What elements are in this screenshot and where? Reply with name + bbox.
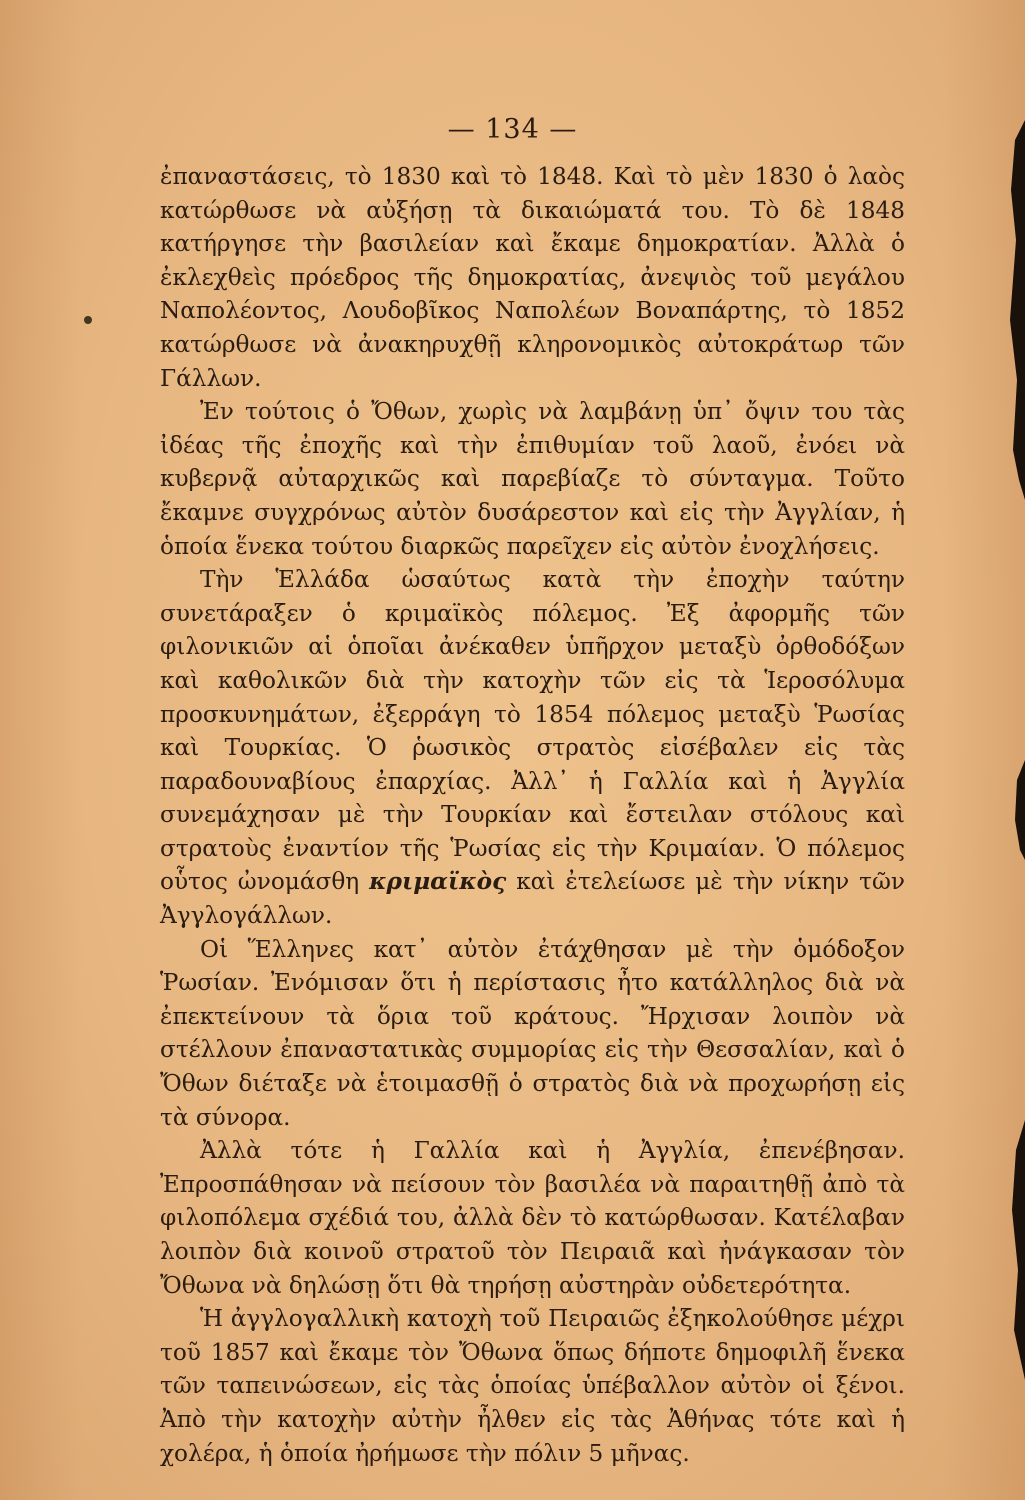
paragraph-4: Οἱ Ἕλληνες κατ᾿ αὐτὸν ἐτάχθησαν μὲ τὴν ὁμόδοξον Ῥωσίαν. Ἐνόμισαν ὅτι ἡ περίστασις ἦτο κατάλληλος διὰ νὰ ἐπεκτείνουν τὰ ὅρια τοῦ κράτους. Ἤρχισαν λοιπὸν νὰ στέλλουν ἐπαναστατικὰς συμμορίας εἰς τὴν Θεσσαλίαν, καὶ ὁ Ὄθων διέταξε νὰ ἑτοιμασθῇ ὁ στρατὸς διὰ νὰ προχωρήσῃ εἰς τὰ σύνορα.	[160, 935, 905, 1131]
margin-mark	[84, 316, 92, 324]
body-text	[160, 160, 905, 1470]
paragraph-1: ἐπαναστάσεις, τὸ 1830 καὶ τὸ 1848. Καὶ τὸ μὲν 1830 ὁ λαὸς κατώρθωσε νὰ αὐξήσῃ τὰ δικαιώματά του. Τὸ δὲ 1848 κατήργησε τὴν βασιλείαν καὶ ἔκαμε δημοκρατίαν. Ἀλλὰ ὁ ἐκλεχθεὶς πρόεδρος τῆς δημοκρατίας, ἀνεψιὸς τοῦ μεγάλου Ναπολέοντος, Λουδοβῖκος Ναπολέων Βοναπάρτης, τὸ 1852 κατώρθωσε νὰ ἀνακηρυχθῇ κληρονομικὸς αὐτοκράτωρ τῶν Γάλλων.	[160, 163, 905, 392]
paragraph-3-text-after: καὶ ἐτελείωσε μὲ τὴν νίκην τῶν Ἀγγλογάλλων.	[160, 868, 905, 930]
paragraph-5: Ἀλλὰ τότε ἡ Γαλλία καὶ ἡ Ἀγγλία, ἐπενέβησαν. Ἐπροσπάθησαν νὰ πείσουν τὸν βασιλέα νὰ παραιτηθῇ ἀπὸ τὰ φιλοπόλεμα σχέδιά του, ἀλλὰ δὲν τὸ κατώρθωσαν. Κατέλαβαν λοιπὸν διὰ κοινοῦ στρατοῦ τὸν Πειραιᾶ καὶ ἠνάγκασαν τὸν Ὄθωνα νὰ δηλώσῃ ὅτι θὰ τηρήσῃ αὐστηρὰν οὐδετερότητα.	[160, 1137, 905, 1299]
paragraph-2: Ἐν τούτοις ὁ Ὄθων, χωρὶς νὰ λαμβάνῃ ὑπ᾿ ὄψιν του τὰς ἰδέας τῆς ἐποχῆς καὶ τὴν ἐπιθυμίαν τοῦ λαοῦ, ἐνόει νὰ κυβερνᾷ αὐταρχικῶς καὶ παρεβίαζε τὸ σύνταγμα. Τοῦτο ἔκαμνε συγχρόνως αὐτὸν δυσάρεστον καὶ εἰς τὴν Ἀγγλίαν, ἡ ὁποία ἕνεκα τούτου διαρκῶς παρεῖχεν εἰς αὐτὸν ἐνοχλήσεις.	[160, 398, 905, 560]
torn-page-edge	[1007, 120, 1025, 1380]
paragraph-6: Ἡ ἀγγλογαλλικὴ κατοχὴ τοῦ Πειραιῶς ἐξηκολούθησε μέχρι τοῦ 1857 καὶ ἔκαμε τὸν Ὄθωνα ὅπως δήποτε δημοφιλῆ ἕνεκα τῶν ταπεινώσεων, εἰς τὰς ὁποίας ὑπέβαλλον αὐτὸν οἱ ξένοι. Ἀπὸ τὴν κατοχὴν αὐτὴν ἦλθεν εἰς τὰς Ἀθήνας τότε καὶ ἡ χολέρα, ἡ ὁποία ἠρήμωσε τὴν πόλιν 5 μῆνας.	[160, 1305, 905, 1467]
page-number: — 134 —	[447, 114, 578, 145]
paragraph-3	[160, 563, 905, 933]
paragraph-3-text-before: Τὴν Ἑλλάδα ὡσαύτως κατὰ τὴν ἐποχὴν ταύτην συνετάραξεν ὁ κριμαϊκὸς πόλεμος. Ἐξ ἀφορμῆς τῶν φιλονικιῶν αἱ ὁποῖαι ἀνέκαθεν ὑπῆρχον μεταξὺ ὀρθοδόξων καὶ καθολικῶν διὰ τὴν κατοχὴν τῶν εἰς τὰ Ἱεροσόλυμα προσκυνημάτων, ἐξερράγη τὸ 1854 πόλεμος μεταξὺ Ῥωσίας καὶ Τουρκίας. Ὁ ῥωσικὸς στρατὸς εἰσέβαλεν εἰς τὰς παραδουναβίους ἐπαρχίας. Ἀλλ᾿ ἡ Γαλλία καὶ ἡ Ἀγγλία συνεμάχησαν μὲ τὴν Τουρκίαν καὶ ἔστειλαν στόλους καὶ στρατοὺς ἐναντίον τῆς Ῥωσίας εἰς τὴν Κριμαίαν. Ὁ πόλεμος οὗτος ὠνομάσθη	[160, 566, 905, 896]
emphasized-term: κριμαϊκὸς	[369, 868, 507, 896]
